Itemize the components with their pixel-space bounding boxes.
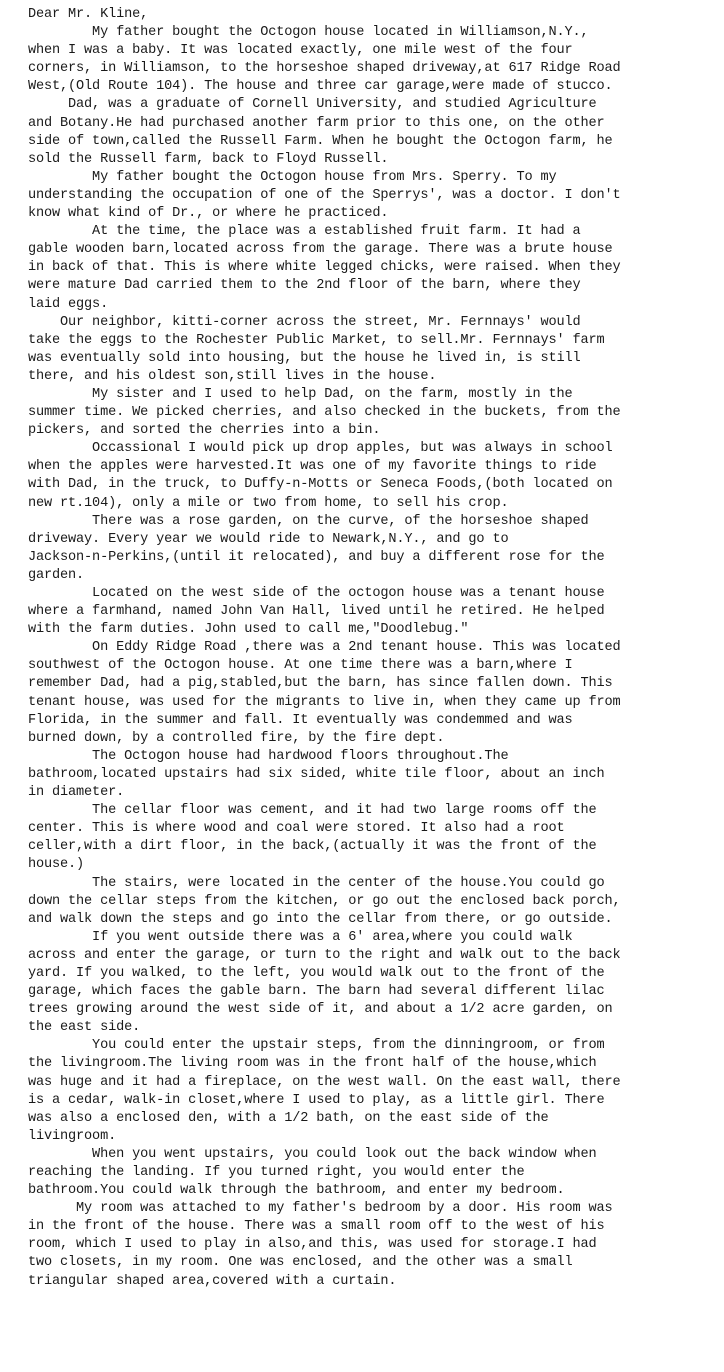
letter-line: room, which I used to play in also,and this, was used for storage.I had — [28, 1237, 597, 1253]
letter-line: sold the Russell farm, back to Floyd Russell. — [28, 151, 389, 167]
letter-line: there, and his oldest son,still lives in the house. — [28, 368, 437, 384]
letter-line: If you went outside there was a 6' area,where you could walk — [28, 929, 573, 945]
letter-line: Dad, was a graduate of Cornell University, and studied Agriculture — [28, 97, 597, 113]
letter-line: livingroom. — [28, 1128, 117, 1144]
letter-line: triangular shaped area,covered with a curtain. — [28, 1273, 397, 1289]
letter-line: down the cellar steps from the kitchen, or go out the enclosed back porch, — [28, 893, 621, 909]
letter-line: in back of that. This is where white legged chicks, were raised. When they — [28, 260, 621, 276]
letter-line: where a farmhand, named John Van Hall, lived until he retired. He helped — [28, 604, 605, 620]
letter-line: in the front of the house. There was a small room off to the west of his — [28, 1219, 605, 1235]
letter-line: My father bought the Octogon house located in Williamson,N.Y., — [28, 25, 589, 41]
letter-line: reaching the landing. If you turned right, you would enter the — [28, 1165, 525, 1180]
letter-line: celler,with a dirt floor, in the back,(actually it was the front of the — [28, 839, 597, 855]
letter-line: bathroom,located upstairs had six sided, white tile floor, about an inch — [28, 766, 605, 782]
letter-line: across and enter the garage, or turn to the right and walk out to the back — [28, 947, 621, 963]
letter-line: pickers, and sorted the cherries into a bin. — [28, 423, 381, 439]
letter-line: driveway. Every year we would ride to Newark,N.Y., and go to — [28, 531, 509, 547]
letter-line: with the farm duties. John used to call me,"Doodlebug." — [28, 622, 469, 638]
letter-line: Our neighbor, kitti-corner across the street, Mr. Fernnays' would — [28, 314, 581, 330]
letter-line: The Octogon house had hardwood floors throughout.The — [28, 748, 509, 764]
letter-line: You could enter the upstair steps, from the dinningroom, or from — [28, 1038, 605, 1054]
letter-line: was eventually sold into housing, but the house he lived in, is still — [28, 350, 581, 366]
letter-line: My room was attached to my father's bedroom by a door. His room was — [28, 1201, 613, 1217]
letter-line: and walk down the steps and go into the cellar from there, or go outside. — [28, 911, 613, 927]
letter-line: There was a rose garden, on the curve, of the horseshoe shaped — [28, 513, 589, 529]
letter-line: two closets, in my room. One was enclosed, and the other was a small — [28, 1255, 573, 1271]
letter-line: The cellar floor was cement, and it had two large rooms off the — [28, 803, 597, 819]
letter-line: Located on the west side of the octogon house was a tenant house — [28, 586, 605, 601]
letter-line: understanding the occupation of one of the Sperrys', was a doctor. I don't — [28, 187, 621, 203]
letter-line: West,(Old Route 104). The house and three car garage,were made of stucco. — [28, 79, 613, 95]
letter-line: Jackson-n-Perkins,(until it relocated), and buy a different rose for the — [28, 549, 605, 565]
letter-line: southwest of the Octogon house. At one time there was a barn,where I — [28, 658, 573, 674]
salutation: Dear Mr. Kline, — [28, 7, 149, 22]
letter-line: were mature Dad carried them to the 2nd floor of the barn, where they — [28, 278, 581, 294]
letter-line: garden. — [28, 567, 85, 583]
letter-line: bathroom.You could walk through the bathroom, and enter my bedroom. — [28, 1183, 565, 1199]
letter-line: know what kind of Dr., or where he practiced. — [28, 206, 389, 222]
letter-line: gable wooden barn,located across from the garage. There was a brute house — [28, 242, 613, 258]
letter-line: On Eddy Ridge Road ,there was a 2nd tenant house. This was located — [28, 640, 621, 656]
letter-line: summer time. We picked cherries, and also checked in the buckets, from the — [28, 405, 621, 421]
letter-line: take the eggs to the Rochester Public Market, to sell.Mr. Fernnays' farm — [28, 332, 605, 348]
letter-line: center. This is where wood and coal were stored. It also had a root — [28, 821, 565, 837]
letter-line: in diameter. — [28, 785, 125, 801]
letter-line: when I was a baby. It was located exactly, one mile west of the four — [28, 43, 573, 59]
letter-line: was huge and it had a fireplace, on the west wall. On the east wall, there — [28, 1074, 621, 1090]
letter-line: house.) — [28, 857, 85, 873]
letter-line: burned down, by a controlled fire, by the fire dept. — [28, 730, 445, 746]
letter-line: trees growing around the west side of it, and about a 1/2 acre garden, on — [28, 1002, 613, 1018]
letter-line: Occassional I would pick up drop apples, but was always in school — [28, 441, 613, 457]
letter-line: the east side. — [28, 1020, 141, 1036]
letter-line: is a cedar, walk-in closet,where I used to play, as a little girl. There — [28, 1092, 605, 1108]
letter-line: At the time, the place was a established fruit farm. It had a — [28, 224, 581, 240]
letter-line: The stairs, were located in the center of the house.You could go — [28, 875, 605, 891]
letter-line: when the apples were harvested.It was one of my favorite things to ride — [28, 459, 597, 475]
letter-line: My father bought the Octogon house from Mrs. Sperry. To my — [28, 169, 557, 185]
letter-line: was also a enclosed den, with a 1/2 bath, on the east side of the — [28, 1110, 549, 1126]
letter-line: with Dad, in the truck, to Duffy-n-Motts or Seneca Foods,(both located on — [28, 477, 613, 493]
letter-line: laid eggs. — [28, 296, 109, 312]
letter-line: corners, in Williamson, to the horseshoe shaped driveway,at 617 Ridge Road — [28, 61, 621, 77]
letter-line: tenant house, was used for the migrants to live in, when they came up from — [28, 694, 621, 710]
letter-line: My sister and I used to help Dad, on the farm, mostly in the — [28, 386, 573, 402]
letter-line: and Botany.He had purchased another farm prior to this one, on the other — [28, 115, 605, 131]
letter-line: side of town,called the Russell Farm. When he bought the Octogon farm, he — [28, 133, 613, 149]
letter-line: the livingroom.The living room was in the front half of the house,which — [28, 1056, 597, 1072]
letter-line: yard. If you walked, to the left, you would walk out to the front of the — [28, 965, 605, 981]
letter-line: remember Dad, had a pig,stabled,but the barn, has since fallen down. This — [28, 676, 613, 692]
letter-line: Florida, in the summer and fall. It eventually was condemmed and was — [28, 712, 573, 728]
letter-line: new rt.104), only a mile or two from home, to sell his crop. — [28, 495, 509, 511]
letter-line: When you went upstairs, you could look out the back window when — [28, 1146, 597, 1162]
letter-body — [28, 6, 718, 1291]
letter-line: garage, which faces the gable barn. The barn had several different lilac — [28, 984, 605, 1000]
